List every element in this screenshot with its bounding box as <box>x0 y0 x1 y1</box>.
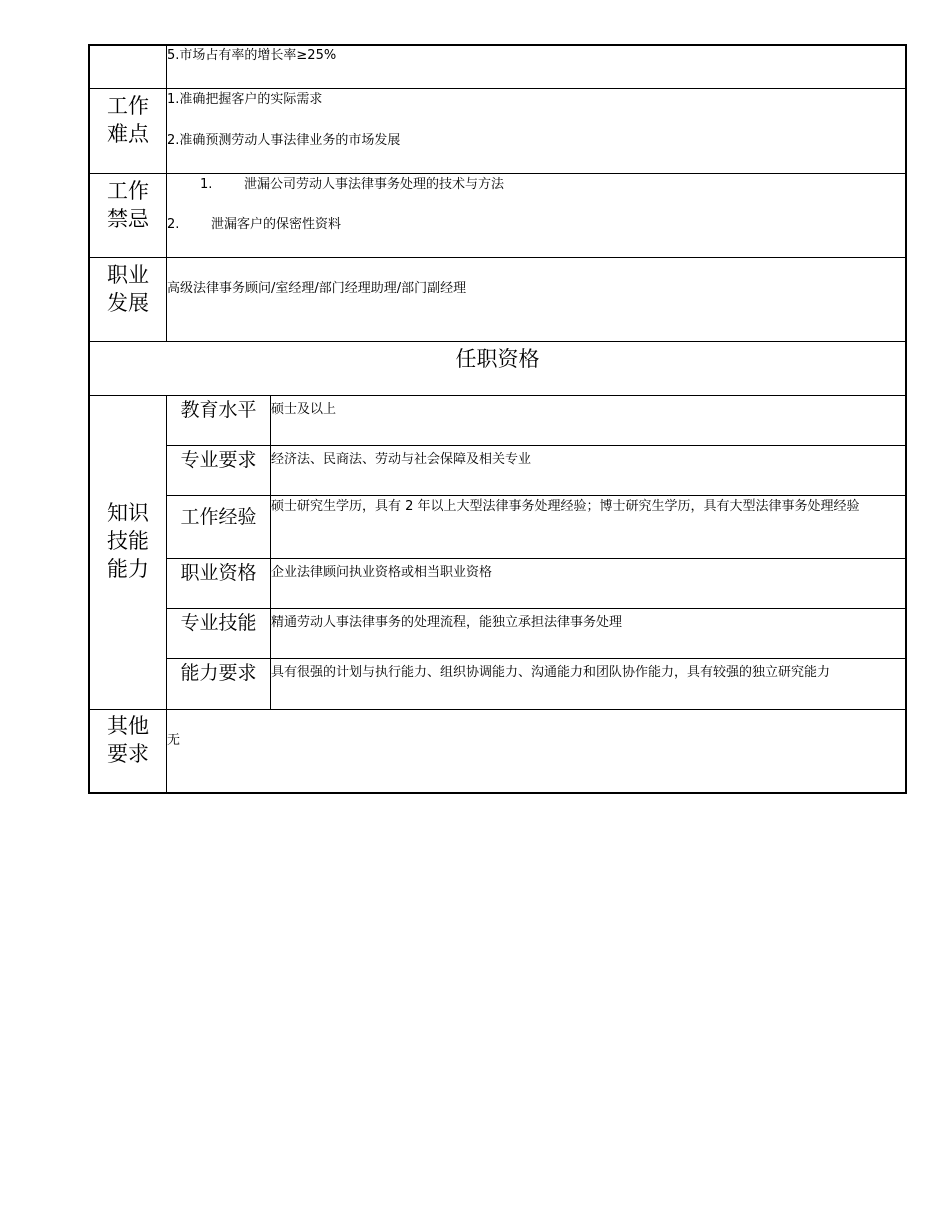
certification-label: 职业资格 <box>180 562 257 584</box>
column-divider <box>166 44 167 341</box>
knowledge-label-line3: 能力 <box>107 557 149 581</box>
major-value: 经济法、民商法、劳动与社会保障及相关专业 <box>271 452 532 467</box>
knowledge-label <box>90 499 166 583</box>
knowledge-label-line2: 技能 <box>107 529 149 553</box>
difficulty-item: 2.准确预测劳动人事法律业务的市场发展 <box>167 133 401 148</box>
knowledge-label-line1: 知识 <box>107 501 149 525</box>
taboo-item-number: 2. <box>167 217 180 232</box>
other-value: 无 <box>167 733 181 748</box>
career-path: 高级法律事务顾问/室经理/部门经理助理/部门副经理 <box>167 281 467 296</box>
table-border-left <box>88 44 90 794</box>
row-divider <box>88 173 907 174</box>
career-label-line2: 发展 <box>107 291 149 315</box>
row-divider <box>88 395 907 396</box>
education-label: 教育水平 <box>180 399 257 421</box>
qualification-section-title: 任职资格 <box>455 347 540 371</box>
difficulties-label-line2: 难点 <box>107 122 149 146</box>
skills-value: 精通劳动人事法律事务的处理流程，能独立承担法律事务处理 <box>271 615 623 630</box>
experience-value: 硕士研究生学历，具有 2 年以上大型法律事务处理经验；博士研究生学历，具有大型法律事务处理经验 <box>271 499 860 514</box>
taboo-item-number: 1. <box>200 177 213 192</box>
kpi-item: 5.市场占有率的增长率≥25% <box>167 48 337 63</box>
difficulty-item: 1.准确把握客户的实际需求 <box>167 92 323 107</box>
sub-row-divider <box>167 608 907 609</box>
career-label-line1: 职业 <box>107 263 149 287</box>
taboo-item-text: 泄漏客户的保密性资料 <box>211 217 342 232</box>
difficulties-label <box>90 92 166 148</box>
other-label <box>90 712 166 768</box>
sub-row-divider <box>167 495 907 496</box>
table-border-top <box>88 44 907 46</box>
taboos-label-line1: 工作 <box>107 179 149 203</box>
row-divider <box>88 88 907 89</box>
row-divider <box>88 709 907 710</box>
taboo-item-text: 泄漏公司劳动人事法律事务处理的技术与方法 <box>244 177 505 192</box>
row-divider <box>88 341 907 342</box>
job-description-table <box>88 44 907 794</box>
career-label <box>90 261 166 317</box>
other-label-line1: 其他 <box>107 714 149 738</box>
other-label-line2: 要求 <box>107 742 149 766</box>
experience-label: 工作经验 <box>180 506 257 528</box>
sub-row-divider <box>167 445 907 446</box>
major-label: 专业要求 <box>180 449 257 471</box>
column-divider <box>270 395 271 709</box>
skills-label: 专业技能 <box>180 612 257 634</box>
ability-label: 能力要求 <box>180 662 257 684</box>
sub-row-divider <box>167 658 907 659</box>
taboos-label <box>90 177 166 233</box>
ability-value: 具有很强的计划与执行能力、组织协调能力、沟通能力和团队协作能力，具有较强的独立研究能力 <box>271 665 831 680</box>
table-border-right <box>905 44 907 794</box>
row-divider <box>88 257 907 258</box>
table-border-bottom <box>88 792 907 794</box>
sub-row-divider <box>167 558 907 559</box>
difficulties-label-line1: 工作 <box>107 94 149 118</box>
certification-value: 企业法律顾问执业资格或相当职业资格 <box>271 565 493 580</box>
taboos-label-line2: 禁忌 <box>107 207 149 231</box>
education-value: 硕士及以上 <box>271 402 337 417</box>
